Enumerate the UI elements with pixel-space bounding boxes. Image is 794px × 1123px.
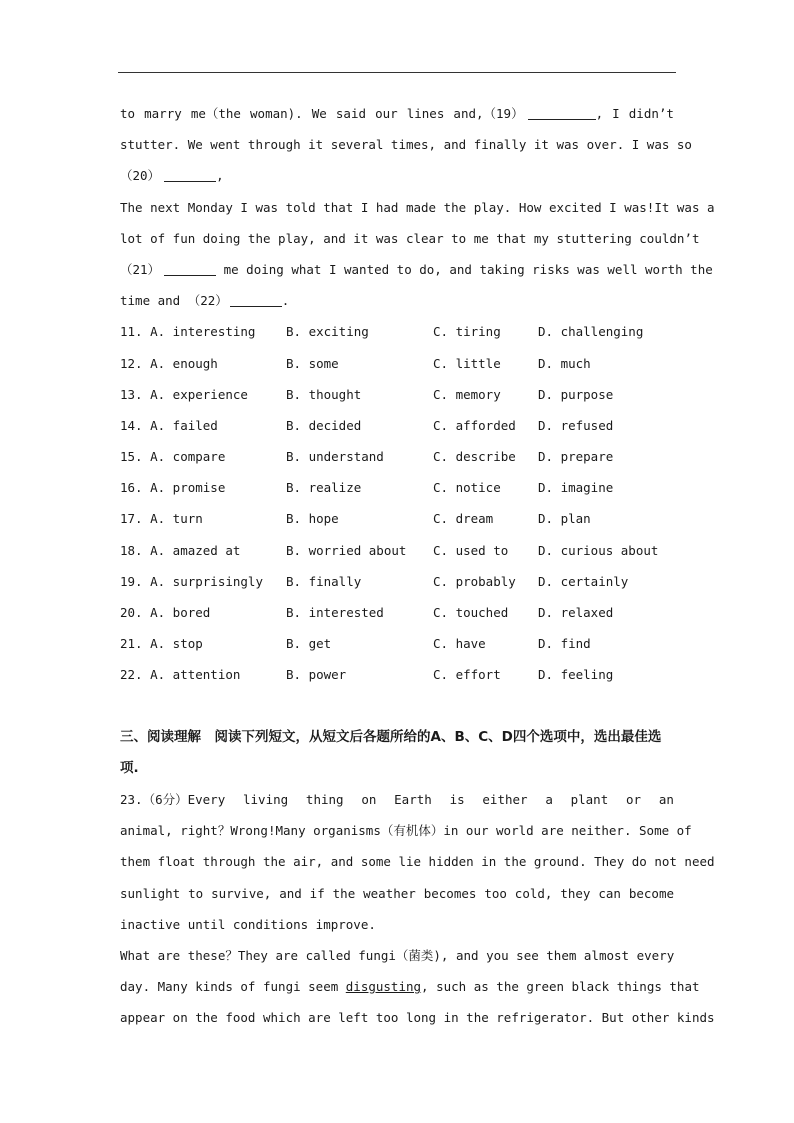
blank-19 [528,107,596,120]
blank-19-group: and,（19） , [453,106,604,121]
option-a: 19. A. surprisingly [120,573,263,589]
passage-line-4: The next Monday I was told that I had made the play. How excited I was!It was a [120,199,715,215]
page-content [120,98,715,1033]
option-d: D. find [538,636,591,652]
option-row [120,628,674,659]
blank-21 [164,263,216,276]
word: Earth [394,791,432,807]
option-d: D. relaxed [538,605,614,620]
word: to [120,106,136,121]
option-a: 12. A. enough [120,355,218,371]
word: woman). [250,106,303,121]
option-b: B. some [286,355,339,371]
option-c: C. describe [433,449,516,465]
option-b: B. finally [286,573,362,589]
passage-line-5: lot of fun doing the play, and it was clear to me that my stuttering couldn’t [120,230,700,246]
option-b: B. interested [286,605,384,620]
option-b: B. exciting [286,324,369,340]
option-row [120,348,674,379]
option-row [120,472,674,503]
option-c: C. used to [433,542,509,558]
word: I [612,106,620,121]
word: on [361,791,377,807]
option-b: B. worried about [286,542,407,558]
option-row [120,410,674,441]
option-a: 11. A. interesting [120,324,256,340]
passage23-line-4: sunlight to survive, and if the weather becomes too cold, they can become [120,885,674,901]
passage23-line-6: What are these？They are called fungi（菌类), and you see them almost every [120,947,675,963]
passage23-line-2: animal, right？Wrong!Many organisms（有机体）in our world are neither. Some of [120,823,692,839]
passage-line-6: （21） me doing what I wanted to do, and taking risks was well worth the [120,261,713,277]
word: is [449,791,465,807]
option-c: C. effort [433,667,501,683]
option-b: B. power [286,667,347,683]
word: marry [144,106,182,121]
blank-20 [164,169,216,182]
section-heading-cont: 项. [120,759,139,776]
word: didn’t [628,106,674,121]
option-c: C. touched [433,605,509,620]
option-row [120,316,674,347]
passage-line-1 [120,98,674,129]
option-a: 14. A. failed [120,417,218,433]
spacer [120,691,674,722]
option-row [120,503,674,534]
option-d: D. certainly [538,573,629,589]
option-c: C. dream [433,511,494,527]
option-c: C. little [433,355,501,371]
passage23-line-3: them float through the air, and some lie hidden in the ground. They do not need [120,854,715,870]
passage23-line-7: day. Many kinds of fungi seem disgusting, such as the green black things that [120,979,700,995]
passage23-line-5: inactive until conditions improve. [120,916,376,932]
option-row [120,659,674,690]
word: We [311,106,327,121]
option-a: 16. A. promise [120,480,226,496]
option-c: C. notice [433,480,501,496]
option-a: 13. A. experience [120,386,248,402]
option-b: B. hope [286,511,339,527]
option-a: 22. A. attention [120,667,241,683]
passage-line-7: time and （22） . [120,293,290,309]
word: lines [406,106,445,121]
option-row [120,566,674,597]
option-d: D. plan [538,511,591,527]
option-row [120,535,674,566]
word: me（the [190,106,241,121]
word: plant [570,791,609,807]
option-c: C. memory [433,386,501,402]
passage23-line-1 [120,784,674,815]
option-d: D. feeling [538,667,614,683]
option-b: B. decided [286,417,362,433]
word: a [545,791,553,807]
option-d: D. challenging [538,324,644,340]
option-c: C. afforded [433,417,516,433]
option-b: B. understand [286,449,384,465]
option-b: B. realize [286,480,362,496]
word: our [375,106,398,121]
option-c: C. probably [433,573,516,589]
option-a: 15. A. compare [120,449,226,465]
option-a: 20. A. bored [120,605,211,620]
word: thing [305,791,344,807]
word: said [335,106,367,121]
option-d: D. purpose [538,386,614,402]
option-row [120,379,674,410]
passage23-line-8: appear on the food which are left too long in the refrigerator. But other kinds [120,1010,715,1026]
option-d: D. curious about [538,542,659,558]
option-c: C. tiring [433,324,501,340]
option-a: 17. A. turn [120,511,203,527]
option-b: B. thought [286,386,362,402]
blank-22 [230,294,282,307]
option-d: D. imagine [538,480,614,496]
header-rule [118,72,676,73]
word: living [243,791,289,807]
section-heading: 三、阅读理解 阅读下列短文，从短文后各题所给的A、B、C、D四个选项中，选出最佳选 [120,728,662,745]
underlined-word: disgusting [345,979,422,995]
option-a: 21. A. stop [120,636,203,652]
word: either [482,791,528,807]
word: or [626,791,642,807]
option-c: C. have [433,636,486,652]
option-row [120,441,674,472]
option-a: 18. A. amazed at [120,542,241,558]
option-d: D. much [538,355,591,371]
option-d: D. refused [538,417,614,433]
option-b: B. get [286,636,332,652]
passage-line-2: stutter. We went through it several times, and finally it was over. I was so [120,137,692,153]
options-list [120,316,674,690]
passage-line-3: （20） , [120,168,224,184]
word: an [658,791,674,807]
option-d: D. prepare [538,449,614,465]
option-row [120,597,674,628]
word: 23.（6分）Every [120,791,226,807]
